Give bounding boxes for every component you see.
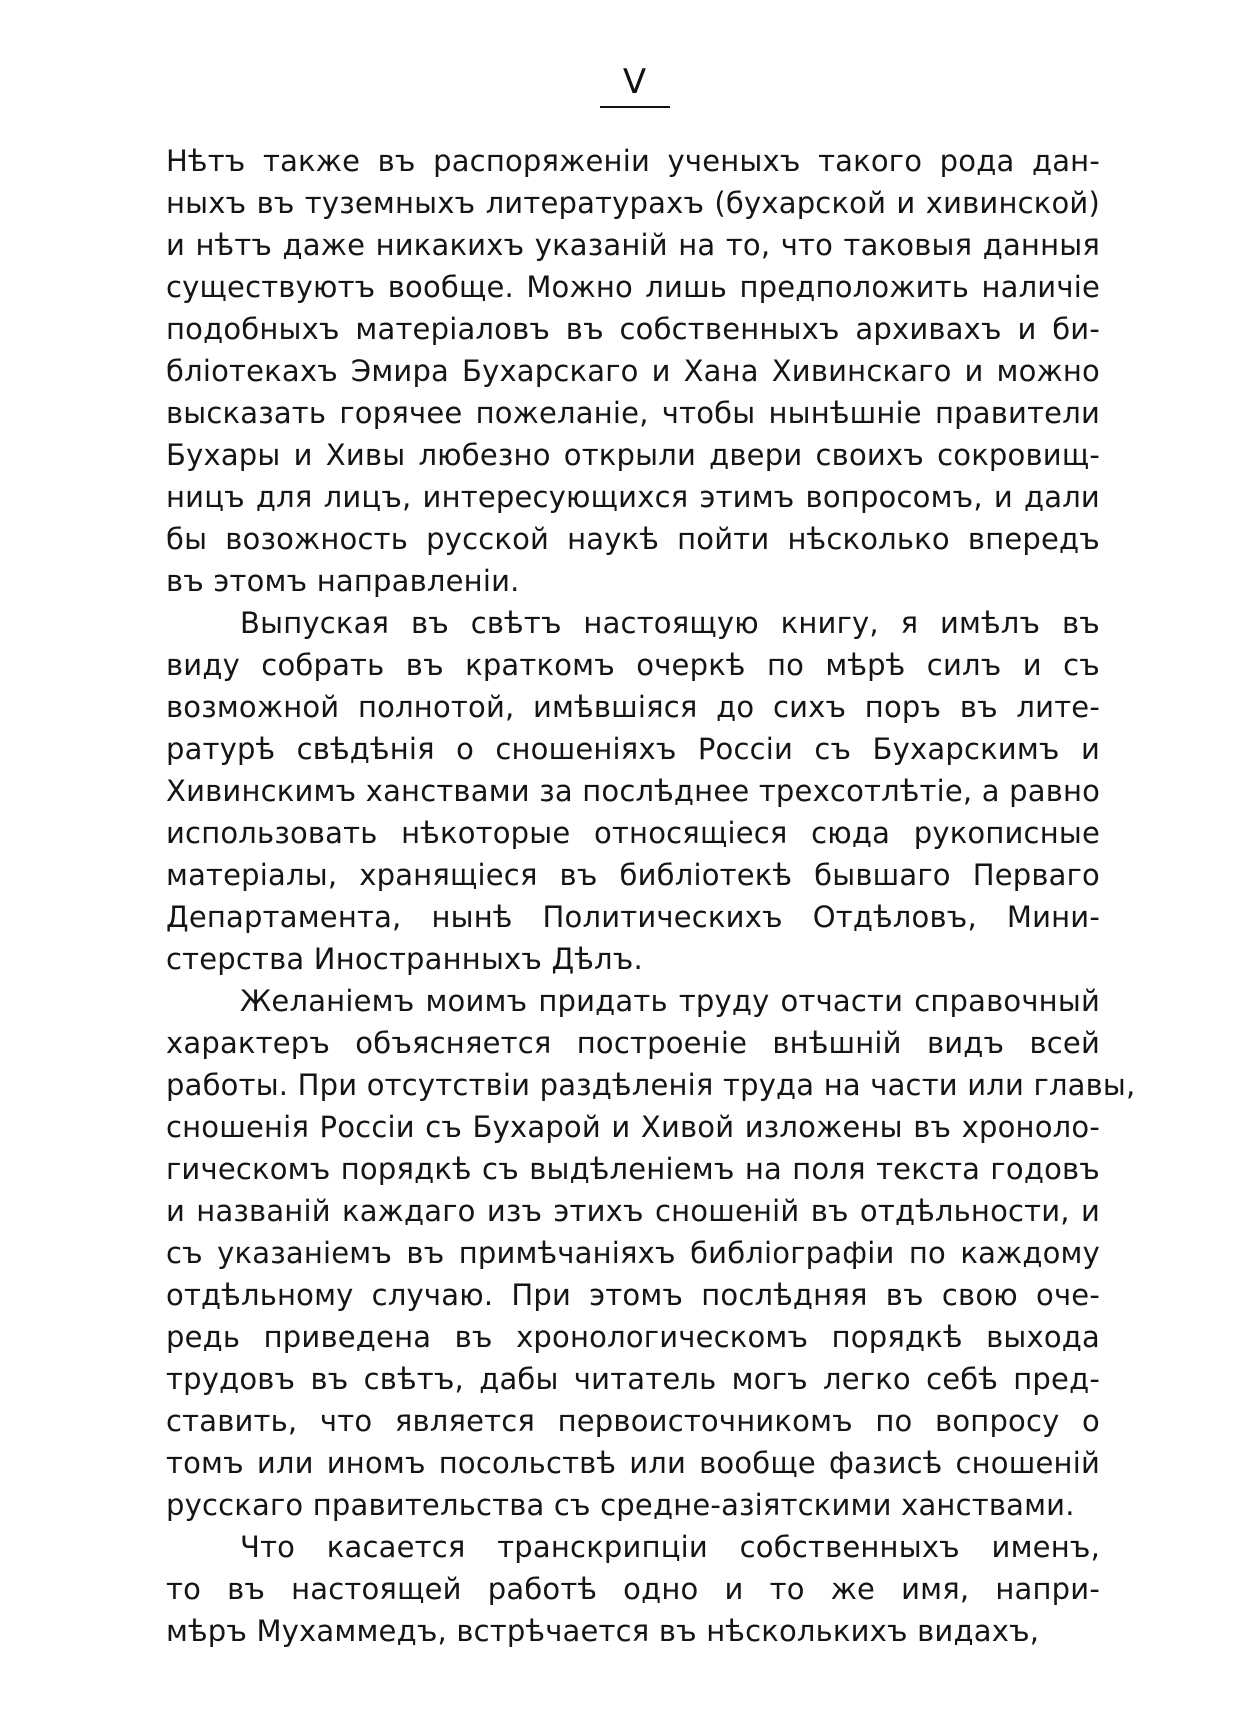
text-line: ницъ для лицъ, интересующихся этимъ вопросомъ, и дали <box>166 480 1100 514</box>
text-line: томъ или иномъ посольствѣ или вообще фазисѣ сношеній <box>166 1446 1100 1480</box>
text-line: Бухары и Хивы любезно открыли двери своихъ сокровищ- <box>166 438 1100 472</box>
paragraph <box>166 1526 1100 1652</box>
text-line: характеръ объясняется построеніе внѣшній видъ всей <box>166 1026 1100 1060</box>
text-line: возможной полнотой, имѣвшіяся до сихъ поръ въ лите- <box>166 690 1100 724</box>
text-line: подобныхъ матеріаловъ въ собственныхъ архивахъ и би- <box>166 312 1100 346</box>
paragraph <box>166 140 1100 602</box>
text-line: ратурѣ свѣдѣнія о сношеніяхъ Россіи съ Бухарскимъ и <box>166 732 1100 766</box>
text-line: работы. При отсутствіи раздѣленія труда на части или главы, <box>166 1068 1136 1102</box>
text-line: матеріалы, хранящіеся въ библіотекѣ бывшаго Перваго <box>166 858 1100 892</box>
text-line: мѣръ Мухаммедъ, встрѣчается въ нѣсколькихъ видахъ, <box>166 1614 1040 1648</box>
paragraph <box>166 602 1100 980</box>
text-line: и нѣтъ даже никакихъ указаній на то, что таковыя данныя <box>166 228 1100 262</box>
text-line: Желаніемъ моимъ придать труду отчасти справочный <box>240 984 1100 1018</box>
text-line: бы возожность русской наукѣ пойти нѣсколько впередъ <box>166 522 1100 556</box>
text-line: съ указаніемъ въ примѣчаніяхъ библіографіи по каждому <box>166 1236 1100 1270</box>
text-line: Нѣтъ также въ распоряженіи ученыхъ такого рода дан- <box>166 144 1100 178</box>
text-line: стерства Иностранныхъ Дѣлъ. <box>166 942 643 976</box>
text-line: использовать нѣкоторые относящіеся сюда рукописные <box>166 816 1100 850</box>
text-line: Что касается транскрипціи собственныхъ именъ, <box>240 1530 1100 1564</box>
text-line: виду собрать въ краткомъ очеркѣ по мѣрѣ силъ и съ <box>166 648 1100 682</box>
text-line: сношенія Россіи съ Бухарой и Хивой изложены въ хроноло- <box>166 1110 1100 1144</box>
text-line: ставить, что является первоисточникомъ по вопросу о <box>166 1404 1100 1438</box>
text-line: въ этомъ направленіи. <box>166 564 520 598</box>
paragraph <box>166 980 1136 1526</box>
text-line: Департамента, нынѣ Политическихъ Отдѣловъ, Мини- <box>166 900 1100 934</box>
text-line: и названій каждаго изъ этихъ сношеній въ отдѣльности, и <box>166 1194 1100 1228</box>
text-line: Хивинскимъ ханствами за послѣднее трехсотлѣтіе, а равно <box>166 774 1101 808</box>
text-line: существуютъ вообще. Можно лишь предположить наличіе <box>166 270 1100 304</box>
text-line: гическомъ порядкѣ съ выдѣленіемъ на поля текста годовъ <box>166 1152 1100 1186</box>
page-number: V <box>622 62 648 102</box>
text-line: ныхъ въ туземныхъ литературахъ (бухарской и хивинской) <box>166 186 1100 220</box>
text-line: отдѣльному случаю. При этомъ послѣдняя въ свою оче- <box>166 1278 1100 1312</box>
text-line: Выпуская въ свѣтъ настоящую книгу, я имѣлъ въ <box>240 606 1100 640</box>
page-header <box>600 62 670 108</box>
page-number-rule <box>600 106 670 108</box>
text-line: высказать горячее пожеланіе, чтобы нынѣшніе правители <box>166 396 1100 430</box>
text-line: бліотекахъ Эмира Бухарскаго и Хана Хивинскаго и можно <box>166 354 1100 388</box>
body-text <box>166 140 1136 1652</box>
text-line: то въ настоящей работѣ одно и то же имя, напри- <box>166 1572 1100 1606</box>
text-line: редь приведена въ хронологическомъ порядкѣ выхода <box>166 1320 1100 1354</box>
text-line: трудовъ въ свѣтъ, дабы читатель могъ легко себѣ пред- <box>166 1362 1100 1396</box>
text-line: русскаго правительства съ средне-азіятскими ханствами. <box>166 1488 1075 1522</box>
